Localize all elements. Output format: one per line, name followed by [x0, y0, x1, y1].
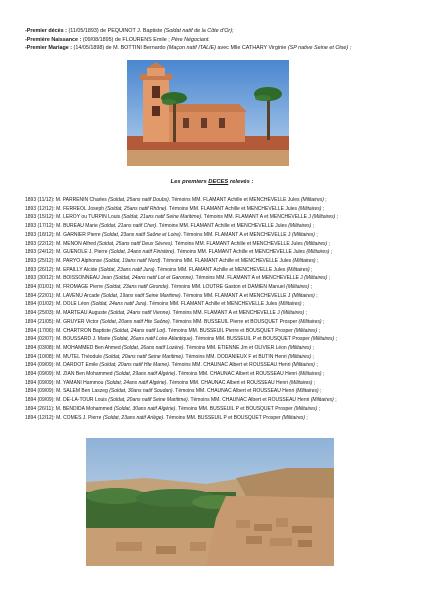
death-info: (Soldat, 29ans natif Algérie) [113, 371, 176, 378]
death-witnesses: . Témoins MM. ETIENNE Jm et OLIVIER Léon [183, 344, 289, 351]
death-entry: 1894 (01/02): M. DOLE Léon [25, 301, 91, 308]
death-info: (Soldat, 24ans natif Lot) [112, 327, 166, 334]
death-witnesses: . Témoins MM. CHAUNAC Albert et ROUSSEAU Henri [166, 379, 290, 386]
intro-detail: (09/08/1895) de FLOURENS Emile ; [81, 36, 172, 43]
intro-detail: (14/05/1898) de M. BOTTINI Bernardo [72, 45, 168, 52]
death-record [25, 205, 410, 214]
death-role: (Militaires) [310, 397, 334, 404]
death-entry: 1893 (26/12): M. EPAILLY Alcide [25, 266, 99, 273]
intro-note: (Soldat natif de la Côte d'Or); [163, 28, 234, 34]
death-witnesses: . Témoins MM. FLAMANT Achille et MENCHEVELLE Jules [156, 223, 289, 230]
death-end: ; [311, 223, 315, 230]
death-role: (Militaires) [312, 214, 336, 221]
death-entry: 1893 (25/12): M. PARYO Alphonse [25, 257, 104, 264]
death-record [25, 222, 410, 231]
death-end: ; [323, 197, 327, 203]
death-record [25, 274, 410, 283]
death-info: (Soldat, 24ans natif Algérie) [104, 379, 167, 386]
death-entry: 1894 (21/05): M. GRUYER Victor [25, 318, 100, 325]
death-end: ; [301, 301, 305, 308]
death-record [25, 353, 410, 362]
death-info: (Soldat, 26ans natif Loire Atlantique) [111, 336, 193, 343]
death-end: ; [327, 240, 330, 247]
deaths-list [25, 196, 410, 422]
death-info: (Soldat, 26ans natif Lozère) [121, 344, 184, 351]
death-entry: 1893 (22/12): M. MENON Alfred [25, 240, 98, 247]
death-witnesses: . Témoins MM. FLAMANT A et MENCHEVELLE J [169, 310, 282, 317]
death-info: (Soldat, 30ans natif Soudan) [109, 388, 173, 395]
death-record [25, 414, 410, 423]
death-record [25, 248, 410, 257]
oasis-photo [86, 438, 334, 566]
death-record [25, 361, 410, 370]
intro-note: (Maçon natif ITALIE) [167, 45, 217, 52]
death-witnesses: . Témoins MM. BUSSEUIL P et BOUSQUET Prosper [192, 336, 312, 343]
death-end: ; [329, 249, 333, 256]
death-entry: 1894 (10/08): M. MUTEL Théodule [25, 353, 104, 360]
death-record [25, 344, 410, 353]
death-entry: 1894 (12/12): M. COMES J. Pierre [25, 414, 103, 421]
death-entry: 1894 (01/01): M. FROMAGE Pierre [25, 284, 105, 291]
section-title-pre: Les premiers [170, 179, 209, 185]
death-witnesses: . Témoins MM. CHAUNAC Albert et ROUSSEAU Henri [175, 371, 299, 378]
death-entry: 1894 (09/09): M. YAMANI Hammou [25, 379, 105, 386]
death-role: (Militaires) [288, 353, 312, 360]
death-role: (Militaires) [286, 284, 310, 291]
death-end: ; [309, 266, 313, 273]
death-witnesses: . Témoins MM. BUSSEUIL P et BOUSQUET Prosper [163, 414, 282, 421]
death-witnesses: . Témoins MM. FLAMANT Achille et MENCHEVELLE Jules [160, 257, 293, 264]
death-info: (Soldat, 25ans natif Rhône) [105, 205, 167, 212]
death-end: ; [321, 371, 325, 378]
intro-label: -Premier Mariage : [25, 45, 73, 52]
death-role: (Militaires) [289, 379, 313, 386]
death-entry: 1893 (30/12): M. BOISSONNEAU Jean [25, 275, 114, 282]
death-end: ; [311, 353, 314, 360]
section-title [0, 179, 424, 185]
death-role: (Militaires) [288, 344, 312, 351]
death-info: (Soldat, 21ans natif Cher) [99, 223, 157, 230]
death-record [25, 283, 410, 292]
death-record [25, 405, 410, 414]
death-role: (Militaires) [295, 388, 319, 395]
death-role: (Militaires) [298, 205, 322, 212]
death-end: ; [317, 405, 320, 412]
death-role: (Militaires) [298, 318, 322, 325]
intro-note: Père Négociant. [171, 36, 210, 43]
death-record [25, 309, 410, 318]
death-entry: 1893 (15/12): M. LEROY ou TURPIN Louis [25, 214, 122, 221]
intro-detail: (11/05/1893) de PEQUINOT J. Baptiste [66, 28, 164, 34]
intro-label: -Première Naissance : [25, 36, 82, 43]
death-role: (Militaires) [288, 223, 312, 230]
death-info: (Soldat, 24ans natif Jura) [90, 301, 147, 308]
death-end: ; [334, 336, 337, 343]
death-record [25, 240, 410, 249]
death-entry: 1893 (12/12): M. FERREOL Joseph [25, 205, 106, 212]
death-end: ; [314, 362, 318, 369]
death-witnesses: . Témoins MM. DODANIEUX F et BUTIN Henri [182, 353, 289, 360]
death-info: (Soldat, 19ans natif Nord) [103, 257, 161, 264]
death-entry: 1894 (25/03): M. MARTEAU Auguste [25, 310, 109, 317]
death-end: ; [317, 327, 320, 334]
death-witnesses: . Témoins MM. LOUTRE Gaston et DAMIEN Manuel [168, 284, 287, 291]
death-role: (Militaires) [311, 336, 335, 343]
death-entry: 1894 (22/01): M. LAVENU Arcade [25, 292, 102, 299]
intro-label: -Premier décès : [25, 28, 67, 34]
death-end: ; [309, 284, 312, 291]
death-entry: 1894 (03/08): M. MOHAMMED Ben Ahmed [25, 344, 122, 351]
death-witnesses: . Témoins MM. CHAUNAC Albert et ROUSSEAU Henri [172, 388, 296, 395]
death-info: (Soldat, 23ans natif Gironde) [104, 284, 169, 291]
death-role: (Militaires) [300, 197, 324, 203]
death-end: ; [314, 292, 318, 299]
death-witnesses: . Témoins MM. FLAMANT Achille et MENCHEVELLE Jules [174, 249, 307, 256]
intro-block [25, 27, 405, 53]
death-witnesses: . Témoins MM. FLAMANT Achille et MENCHEVELLE Jules [166, 205, 299, 212]
death-witnesses: . Témoins MM. FLAMANT Achille et MENCHEVELLE Jules [172, 240, 305, 247]
intro-line-first-death [25, 27, 405, 36]
death-info: (Soldat, 20ans natif Seine Maritime) [103, 353, 183, 360]
death-info: (Soldat, 23ans natif Jura) [98, 266, 155, 273]
death-role: (Militaires) [294, 405, 318, 412]
death-record [25, 335, 410, 344]
death-info: (Soldat, 23ans natif Ariège) [102, 414, 164, 421]
death-record [25, 318, 410, 327]
death-entry: 1893 (18/12): M. GARNIER Pierre [25, 231, 102, 238]
death-end: ; [318, 388, 322, 395]
intro-detail: avec Mlle CATHARY Virginie [216, 45, 288, 52]
death-end: ; [335, 214, 339, 221]
death-record [25, 300, 410, 309]
death-role: (Militaires) [286, 266, 310, 273]
death-entry: 1894 (26/11): M. BENDIDA Mohammed [25, 405, 114, 412]
death-witnesses: . Témoins MM. BUSSEUIL P et BOUSQUET Prosper [175, 405, 295, 412]
death-role: (Militaires) [291, 292, 315, 299]
death-record [25, 379, 410, 388]
death-role: (Militaires) [294, 327, 318, 334]
church-photo [127, 60, 289, 166]
death-info: (Soldat, 25ans natif Deux Sèvres) [97, 240, 173, 247]
death-witnesses: . Témoins MM. FLAMANT A et MENCHEVELLE J [180, 292, 292, 299]
death-entry: 1894 (09/09): M. DARDOT Emile [25, 362, 100, 369]
death-entry: 1894 (09/09): M. ZIAN Ben Mohammed [25, 371, 114, 378]
death-end: ; [311, 344, 314, 351]
death-info: (Soldat, 30ans natif Algérie) [113, 405, 176, 412]
death-end: ; [305, 414, 308, 421]
death-record [25, 387, 410, 396]
death-info: (Soldat, 20ans natif Hte Marne) [99, 362, 169, 369]
death-role: (Militaires) [304, 240, 328, 247]
death-end: ; [304, 310, 307, 317]
death-role: (Militaires) [298, 371, 322, 378]
death-witnesses: . Témoins MM. CHAUNAC Albert et ROUSSEAU Henri [187, 397, 311, 404]
death-entry: 1893 (24/12): M. GUENOLE J. Pierre [25, 249, 109, 256]
death-role: (Militaires) [291, 231, 315, 238]
death-witnesses: . Témoins MM. CHAUNAC Albert et ROUSSEAU Henri [168, 362, 292, 369]
death-end: ; [314, 231, 318, 238]
death-entry: 1894 (09/09): M. DE-LA-TOUR Louis [25, 397, 109, 404]
death-info: (Soldat, 20ans natif Hte Saône) [99, 318, 170, 325]
death-info: (Soldat, 21ans natif Seine Maritime) [121, 214, 202, 221]
death-end: ; [312, 379, 316, 386]
death-info: (Soldat, 23ans natif Saône et Loire) [101, 231, 181, 238]
death-end: ; [327, 275, 330, 282]
death-record [25, 266, 410, 275]
death-info: (Soldat, 24ans natif Lot et Garonne) [113, 275, 193, 282]
death-info: (Soldat, 24ans natif Finistère) [108, 249, 175, 256]
death-role: (Militaires) [291, 362, 315, 369]
death-record [25, 327, 410, 336]
death-record [25, 292, 410, 301]
death-witnesses: . Témoins MM. FLAMANT A et MENCHEVELLE J [180, 231, 292, 238]
death-info: (Soldat, 25ans natif Doubs) [108, 197, 169, 203]
death-witnesses: . Témoins MM. FLAMANT Achille et MENCHEVELLE Jules [154, 266, 287, 273]
death-entry: 1894 (02/07): M. BOUSSARD J. Marie [25, 336, 112, 343]
death-role: (Militaires) [304, 275, 328, 282]
death-entry: 1893 (17/12): M. BUREAU Marie [25, 223, 100, 230]
intro-line-first-birth [25, 36, 405, 45]
death-record [25, 370, 410, 379]
death-witnesses: . Témoins MM. FLAMANT Achille et MENCHEVELLE Jules [146, 301, 279, 308]
death-info: (Soldat, 19ans natif Seine Maritime) [101, 292, 181, 299]
death-role: (Militaires) [292, 257, 316, 264]
death-entry: 1894 (17/06): M. CHARTRON Baptiste [25, 327, 113, 334]
death-witnesses: . Témoins MM. FLAMANT A et MENCHEVELLE J [201, 214, 313, 221]
death-witnesses: . Témoins MM. FLAMANT Achille et MENCHEVELLE Jules [168, 197, 301, 203]
death-witnesses: . Témoins MM. BUSSEUIL Pierre et BOUSQUET Prosper [169, 318, 299, 325]
section-title-underlined: DECES [208, 179, 229, 185]
death-role: (Militaires) [281, 310, 305, 317]
death-witnesses: . Témoins MM. FLAMANT A et MENCHEVELLE J [192, 275, 305, 282]
death-end: ; [333, 397, 337, 404]
death-role: (Militaires) [278, 301, 302, 308]
death-record [25, 257, 410, 266]
section-title-post: relevés : [228, 179, 254, 185]
death-info: (Soldat, 24ans natif Vienne) [108, 310, 170, 317]
death-record [25, 231, 410, 240]
death-role: (Militaires) [281, 414, 306, 421]
intro-note: (SP native Seine et Oise) [287, 45, 349, 52]
intro-end: ; [348, 45, 352, 52]
death-info: (Soldat, 20ans natif Seine Maritime) [108, 397, 188, 404]
death-record [25, 396, 410, 405]
death-end: ; [315, 257, 319, 264]
death-end: ; [321, 318, 325, 325]
death-entry: 1894 (09/09): M. SALEM Ben Laszeg [25, 388, 110, 395]
death-record [25, 213, 410, 222]
intro-line-first-marriage [25, 44, 405, 53]
death-entry: 1893 (11/12): M. PARRENIN Charles [25, 197, 109, 203]
death-end: ; [321, 205, 325, 212]
death-record [25, 196, 410, 205]
death-witnesses: . Témoins MM. BUSSEUIL Pierre et BOUSQUET Prosper [165, 327, 295, 334]
death-role: (Militaires) [306, 249, 330, 256]
